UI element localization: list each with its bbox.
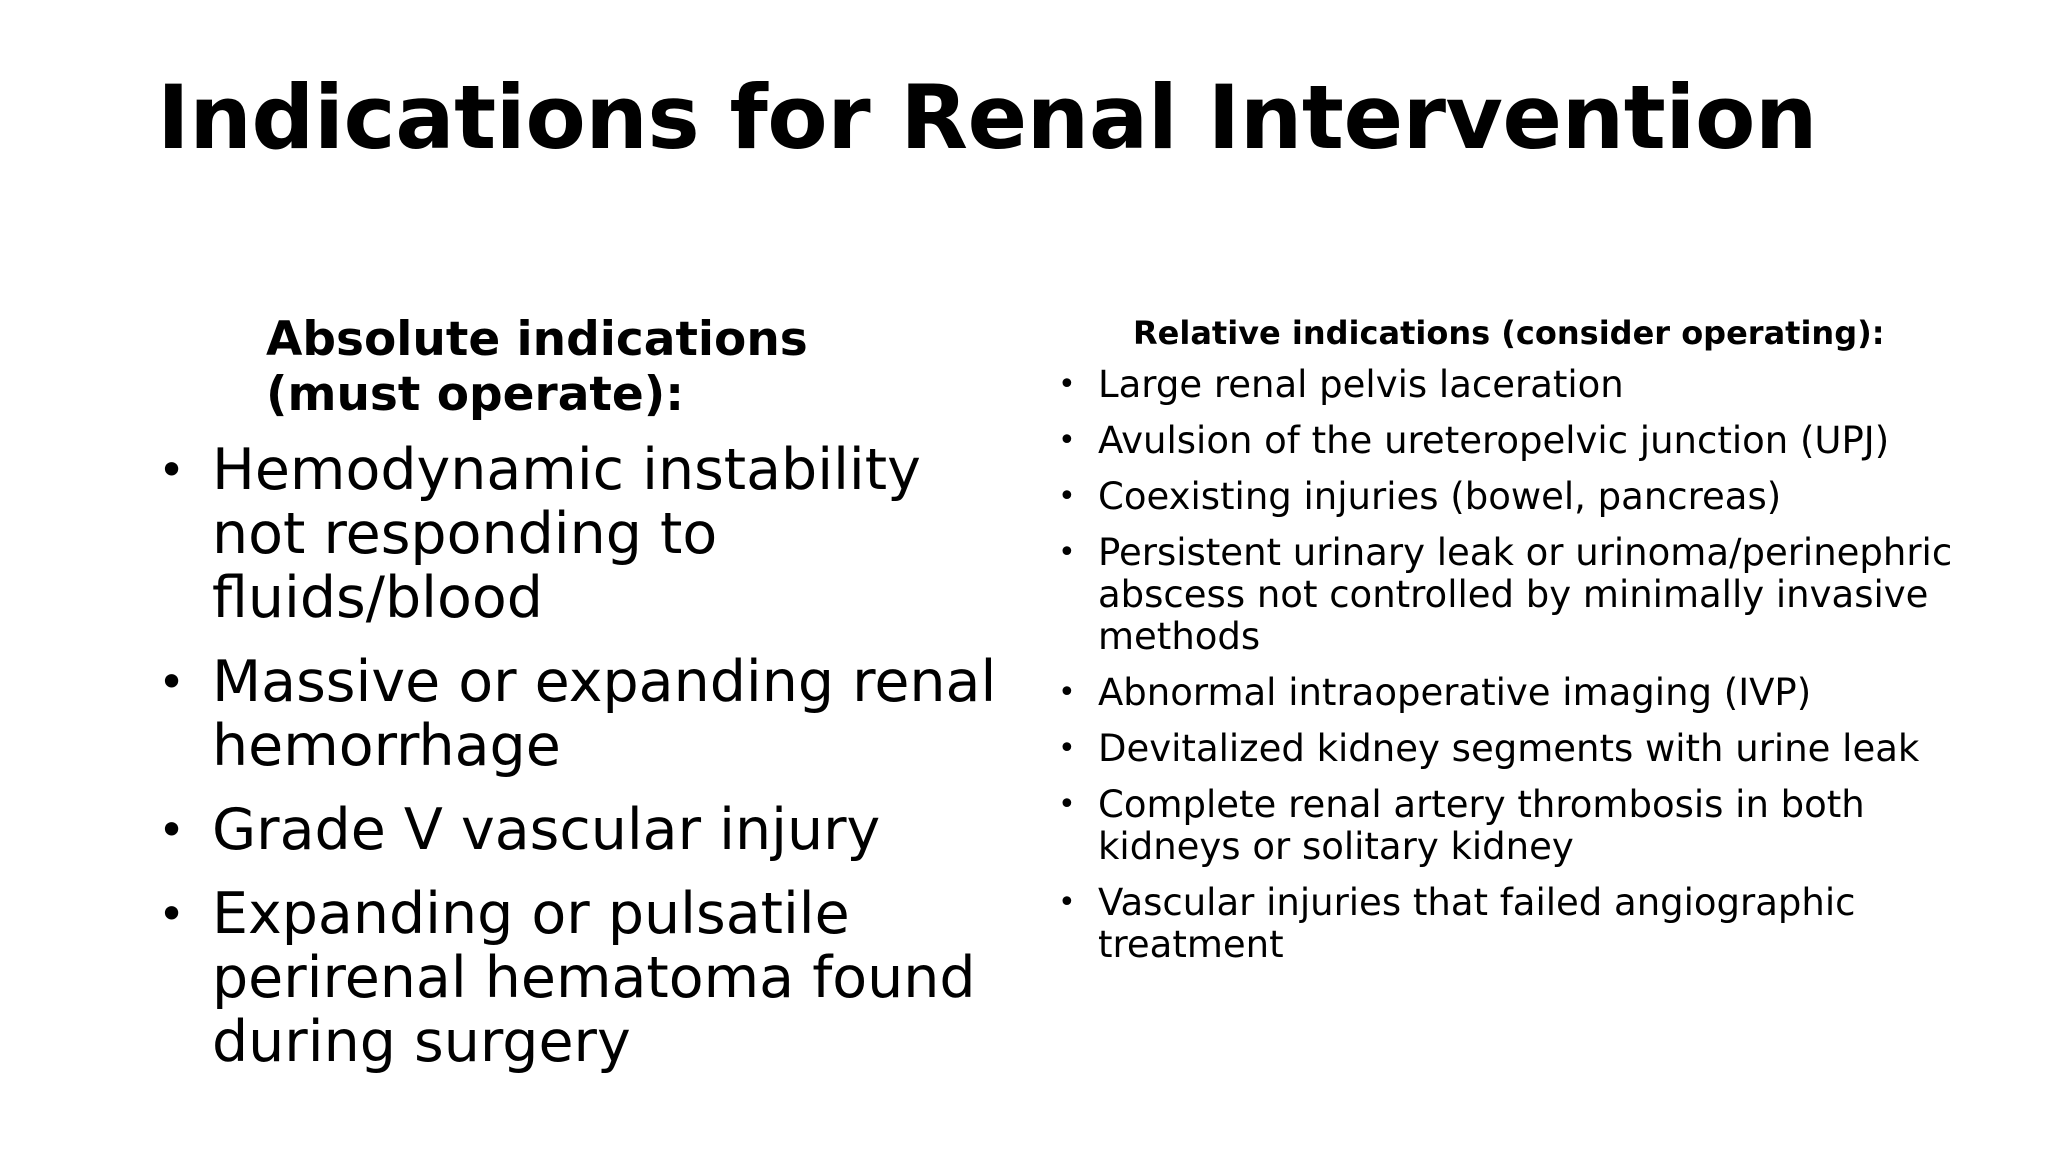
list-item xyxy=(150,650,1030,778)
list-item-text: Devitalized kidney segments with urine leak xyxy=(1098,727,1920,770)
absolute-indications-list xyxy=(150,438,1030,1074)
relative-indications-column xyxy=(1053,312,1993,980)
list-item xyxy=(1053,784,1993,868)
list-item-text: Vascular injuries that failed angiographic treatment xyxy=(1098,881,1856,966)
bullet-icon: • xyxy=(1058,675,1076,710)
list-item-text: Grade V vascular injury xyxy=(212,797,881,863)
list-item-text: Hemodynamic instability not responding to fluids/blood xyxy=(212,437,921,631)
relative-indications-list xyxy=(1053,364,1993,966)
list-item xyxy=(1053,420,1993,462)
list-item-text: Coexisting injuries (bowel, pancreas) xyxy=(1098,475,1782,518)
list-item xyxy=(1053,476,1993,518)
list-item xyxy=(1053,532,1993,658)
bullet-icon: • xyxy=(158,803,186,857)
absolute-indications-heading: Absolute indications (must operate): xyxy=(266,312,808,422)
bullet-icon: • xyxy=(1058,731,1076,766)
bullet-icon: • xyxy=(1058,535,1076,570)
list-item xyxy=(1053,728,1993,770)
bullet-icon: • xyxy=(158,443,186,497)
bullet-icon: • xyxy=(1058,479,1076,514)
bullet-icon: • xyxy=(1058,367,1076,402)
list-item-text: Abnormal intraoperative imaging (IVP) xyxy=(1098,671,1812,714)
list-item xyxy=(1053,364,1993,406)
list-item xyxy=(1053,882,1993,966)
bullet-icon: • xyxy=(1058,885,1076,920)
list-item-text: Large renal pelvis laceration xyxy=(1098,363,1624,406)
list-item-text: Complete renal artery thrombosis in both kidneys or solitary kidney xyxy=(1098,783,1865,868)
list-item xyxy=(150,438,1030,630)
list-item-text: Avulsion of the ureteropelvic junction (UPJ) xyxy=(1098,419,1890,462)
bullet-icon: • xyxy=(1058,787,1076,822)
bullet-icon: • xyxy=(158,655,186,709)
list-item xyxy=(1053,672,1993,714)
absolute-indications-column xyxy=(150,312,1030,1094)
relative-indications-heading: Relative indications (consider operating): xyxy=(1133,314,1885,352)
list-item-text: Expanding or pulsatile perirenal hematoma found during surgery xyxy=(212,881,976,1075)
list-item-text: Persistent urinary leak or urinoma/perinephric abscess not controlled by minimally invasive methods xyxy=(1098,531,1953,658)
bullet-icon: • xyxy=(158,887,186,941)
bullet-icon: • xyxy=(1058,423,1076,458)
slide-title: Indications for Renal Intervention xyxy=(157,66,1818,169)
list-item-text: Massive or expanding renal hemorrhage xyxy=(212,649,997,779)
list-item xyxy=(150,882,1030,1074)
list-item xyxy=(150,798,1030,862)
